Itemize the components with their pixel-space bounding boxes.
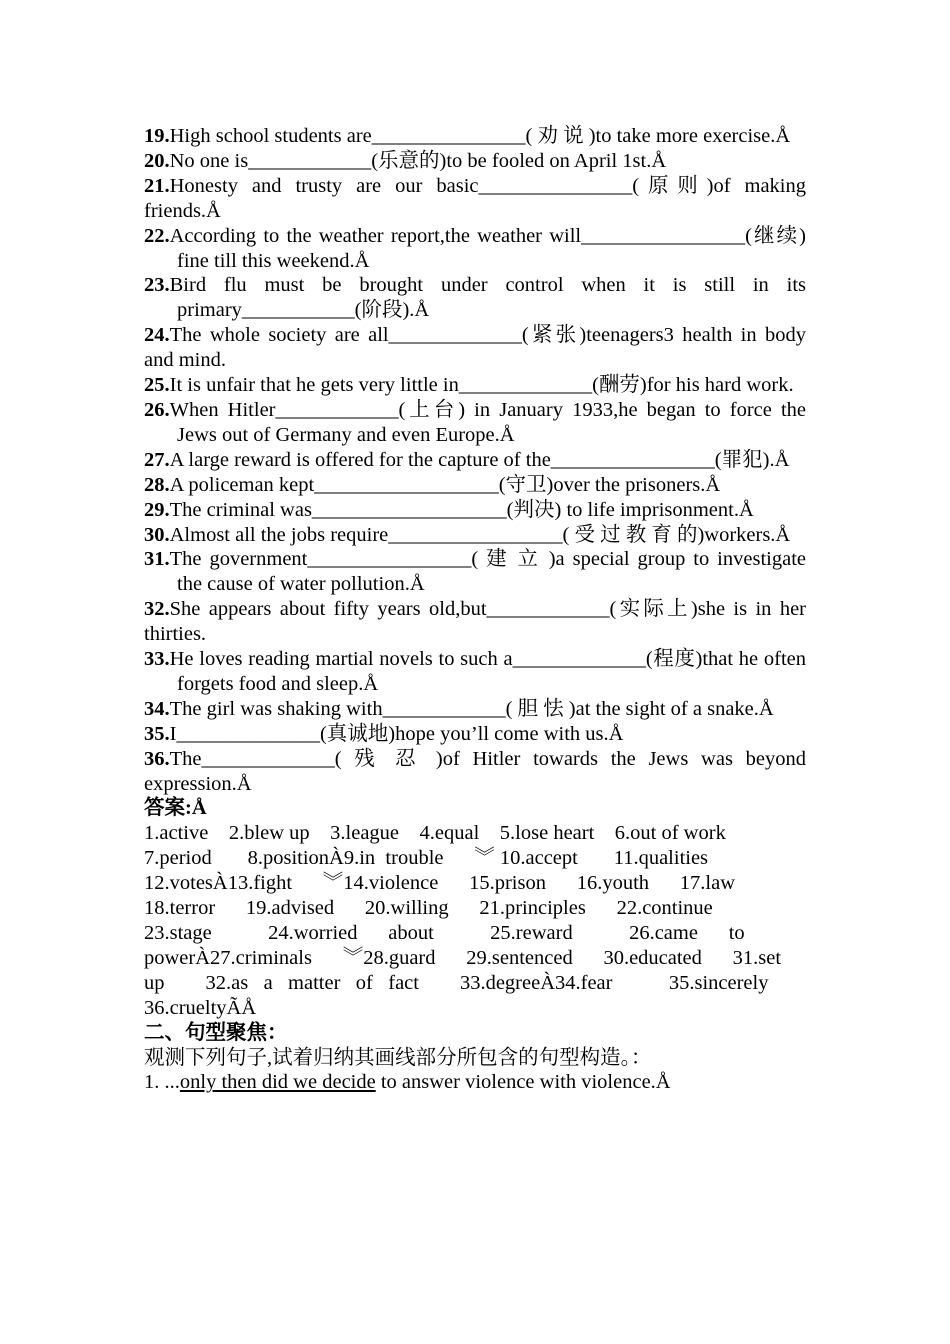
document-page <box>144 124 806 1095</box>
question-number: 23. <box>144 274 170 297</box>
answer-line: 1.active 2.blew up 3.league 4.equal 5.lose heart 6.out of work <box>144 822 726 845</box>
question-number: 21. <box>144 174 170 197</box>
question-number: 35. <box>144 722 170 745</box>
question-text: He loves reading martial novels to such a_____________(程度)that he often forgets food and sleep.Å <box>169 648 806 695</box>
question-number: 20. <box>144 149 170 172</box>
section-intro: 观测下列句子,试着归纳其画线部分所包含的句型构造。： <box>144 1046 652 1069</box>
question-text: Honesty and trusty are our basic_______________(原则)of making friends.Å <box>144 174 806 222</box>
example-suffix: to answer violence with violence.Å <box>375 1071 671 1094</box>
question-item <box>144 473 806 498</box>
question-item <box>144 747 806 797</box>
question-number: 26. <box>144 398 170 421</box>
question-item <box>144 523 806 548</box>
question-number: 32. <box>144 598 170 621</box>
question-item <box>144 224 806 274</box>
question-text: She appears about fifty years old,but____________(实际上)she is in her thirties. <box>144 598 806 646</box>
question-number: 34. <box>144 697 170 720</box>
question-text: A policeman kept__________________(守卫)over the prisoners.Å <box>169 473 721 496</box>
question-number: 24. <box>144 324 170 347</box>
question-item <box>144 647 806 697</box>
answer-line: 36.crueltyÃÅ <box>144 996 257 1019</box>
question-number: 31. <box>144 548 170 571</box>
question-text: A large reward is offered for the capture of the________________(罪犯).Å <box>169 448 790 471</box>
question-text: The criminal was___________________(判决) to life imprisonment.Å <box>169 498 754 521</box>
question-item <box>144 373 806 398</box>
question-item <box>144 273 806 323</box>
answer-line: 23.stage 24.worried about 25.reward 26.came to <box>144 922 745 944</box>
answer-line: 7.period 8.positionÀ9.in trouble ︾ 10.accept 11.qualities <box>144 847 709 870</box>
answer-line: 12.votesÀ13.fight ︾14.violence 15.prison 16.youth 17.law <box>144 872 736 895</box>
question-text: The_____________( 残 忍 )of Hitler towards the Jews was beyond expression.Å <box>144 747 806 795</box>
question-text: Almost all the jobs require_________________( 受 过 教 育 的)workers.Å <box>169 523 791 546</box>
question-number: 36. <box>144 747 170 770</box>
question-number: 29. <box>144 498 170 521</box>
example-sentence <box>144 1070 806 1095</box>
question-number: 22. <box>144 224 170 247</box>
question-number: 25. <box>144 374 170 397</box>
question-item <box>144 149 806 174</box>
question-text: Bird flu must be brought under control when it is still in its primary___________(阶段).Å <box>169 274 806 322</box>
question-number: 28. <box>144 473 170 496</box>
question-item <box>144 323 806 373</box>
question-item <box>144 124 806 149</box>
question-text: When Hitler____________(上台) in January 1933,he began to force the Jews out of Germany and even Europe.Å <box>169 398 806 446</box>
answer-key <box>144 821 806 1020</box>
question-number: 27. <box>144 448 170 471</box>
question-text: The whole society are all_____________(紧张)teenagers3 health in body and mind. <box>144 324 806 372</box>
example-prefix: 1. ... <box>144 1071 180 1094</box>
question-list <box>144 124 806 796</box>
question-item <box>144 597 806 647</box>
answer-line: 18.terror 19.advised 20.willing 21.principles 22.continue <box>144 897 713 920</box>
question-text: I______________(真诚地)hope you’ll come with us.Å <box>169 722 624 745</box>
question-text: No one is____________(乐意的)to be fooled on April 1st.Å <box>169 149 667 172</box>
section-title: 二、句型聚焦： <box>144 1021 288 1044</box>
question-number: 30. <box>144 523 170 546</box>
question-item <box>144 398 806 448</box>
question-number: 33. <box>144 648 170 671</box>
question-item <box>144 174 806 224</box>
question-item <box>144 722 806 747</box>
question-text: High school students are_______________( 劝 说 )to take more exercise.Å <box>169 125 791 147</box>
question-item <box>144 448 806 473</box>
example-underlined: only then did we decide <box>179 1071 376 1094</box>
question-number: 19. <box>144 125 170 147</box>
question-text: The girl was shaking with____________( 胆 怯 )at the sight of a snake.Å <box>169 697 774 720</box>
question-text: The government________________( 建 立 )a special group to investigate the cause of water pollution.Å <box>169 548 806 596</box>
question-item <box>144 498 806 523</box>
question-item <box>144 547 806 597</box>
question-item <box>144 697 806 722</box>
answer-line: powerÀ27.criminals ︾28.guard 29.sentenced 30.educated 31.set <box>144 946 782 969</box>
answers-heading: 答案:Å <box>144 797 207 820</box>
question-text: It is unfair that he gets very little in_____________(酬劳)for his hard work. <box>169 374 794 397</box>
question-text: According to the weather report,the weather will________________(继续) fine till this weekend.Å <box>169 224 806 272</box>
answer-line: up 32.as a matter of fact 33.degreeÀ34.fear 35.sincerely <box>144 971 769 994</box>
